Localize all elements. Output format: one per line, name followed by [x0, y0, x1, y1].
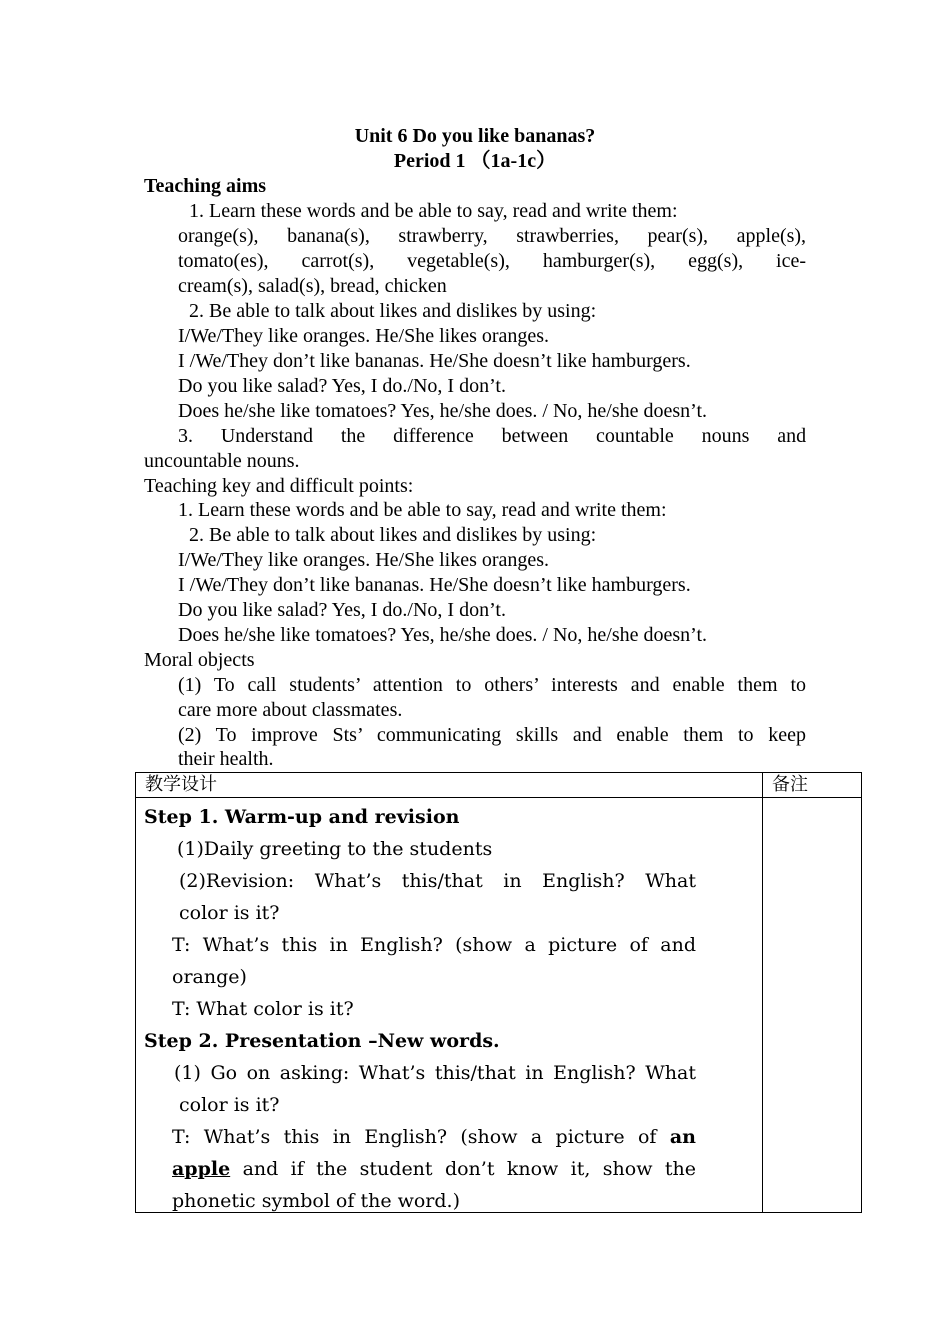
- word: in: [332, 1126, 352, 1148]
- word: and: [777, 425, 807, 447]
- word: pear(s),: [647, 225, 709, 247]
- word: of: [629, 934, 648, 956]
- aims-item-3-line-2: uncountable nouns.: [144, 450, 300, 472]
- key-sentence-2: I /We/They don’t like bananas. He/She doesn’t like hamburgers.: [178, 574, 691, 596]
- word: egg(s),: [688, 250, 744, 272]
- word: don’t: [444, 1158, 495, 1180]
- word: banana(s),: [287, 225, 370, 247]
- word: the: [340, 425, 366, 447]
- word: it,: [570, 1158, 591, 1180]
- key-item-2: 2. Be able to talk about likes and dislikes by using:: [189, 524, 597, 546]
- word: tomato(es),: [178, 250, 269, 272]
- word: English?: [360, 934, 443, 956]
- emphasis-apple: apple: [172, 1158, 231, 1180]
- word: and: [660, 934, 696, 956]
- moral-objective-2-line-2: their health.: [178, 748, 274, 770]
- word: show: [602, 1158, 653, 1180]
- word: this: [283, 1126, 320, 1148]
- word: (2)Revision:: [179, 870, 295, 892]
- step-2-item-b-line-3: phonetic symbol of the word.): [172, 1190, 460, 1212]
- aims-sentence-2: I /We/They don’t like bananas. He/She doesn’t like hamburgers.: [178, 350, 691, 372]
- word: nouns: [701, 425, 750, 447]
- column-header-notes: 备注: [763, 773, 862, 798]
- word: Understand: [220, 425, 314, 447]
- word: orange(s),: [178, 225, 259, 247]
- word: (show: [460, 1126, 518, 1148]
- aims-sentence-3: Do you like salad? Yes, I do./No, I don’t.: [178, 375, 506, 397]
- word: student: [359, 1158, 433, 1180]
- emphasis-an: an: [669, 1126, 696, 1148]
- step-2-title: Step 2. Presentation –New words.: [144, 1030, 500, 1052]
- teaching-aims-heading: Teaching aims: [144, 175, 267, 197]
- word: picture: [548, 934, 618, 956]
- design-cell: [136, 798, 763, 1213]
- notes-cell: [763, 798, 862, 1213]
- step-2-item-b-line-2: [172, 1153, 696, 1185]
- word: this/that: [401, 870, 483, 892]
- step-2-item-b-line-1: [172, 1121, 696, 1153]
- word: know: [506, 1158, 559, 1180]
- word: strawberry,: [398, 225, 488, 247]
- aims-words-line-2: [178, 249, 806, 274]
- word: English?: [364, 1126, 448, 1148]
- word: ice-: [776, 250, 807, 272]
- lesson-plan-table: [135, 772, 862, 1213]
- key-sentence-1: I/We/They like oranges. He/She likes oranges.: [178, 549, 550, 571]
- unit-title: Unit 6 Do you like bananas?: [354, 125, 596, 147]
- key-sentence-4: Does he/she like tomatoes? Yes, he/she does. / No, he/she doesn’t.: [178, 624, 707, 646]
- word: between: [501, 425, 569, 447]
- word: What’s: [202, 934, 270, 956]
- step-2-item-a-line-2: color is it?: [179, 1094, 280, 1116]
- moral-heading: Moral objects: [144, 649, 255, 671]
- moral-objective-1-line-1: (1) To call students’ attention to others’ interests and enable them to: [178, 674, 806, 696]
- step-2-item-a-line-1: (1) Go on asking: What’s this/that in English? What: [174, 1062, 696, 1084]
- word: What: [645, 870, 696, 892]
- key-points-heading: Teaching key and difficult points:: [144, 475, 414, 497]
- word: vegetable(s),: [407, 250, 510, 272]
- moral-objective-2-line-1: (2) To improve Sts’ communicating skills and enable them to keep: [178, 724, 806, 746]
- word: (show: [455, 934, 513, 956]
- step-1-item-d: T: What color is it?: [172, 998, 354, 1020]
- word: What’s: [203, 1126, 271, 1148]
- word: hamburger(s),: [542, 250, 656, 272]
- word: strawberries,: [516, 225, 619, 247]
- word: a: [530, 1126, 543, 1148]
- word: in: [329, 934, 348, 956]
- aims-item-3-line-1: [178, 424, 806, 449]
- word: if: [290, 1158, 304, 1180]
- word: the: [316, 1158, 348, 1180]
- word: apple(s),: [736, 225, 807, 247]
- moral-objective-1-line-2: care more about classmates.: [178, 699, 403, 721]
- word: countable: [596, 425, 674, 447]
- key-sentence-3: Do you like salad? Yes, I do./No, I don’t.: [178, 599, 506, 621]
- step-1-item-b-line-1: [179, 865, 696, 897]
- word: a: [524, 934, 536, 956]
- word: difference: [393, 425, 474, 447]
- word: this: [281, 934, 318, 956]
- aims-words-line-3: cream(s), salad(s), bread, chicken: [178, 275, 447, 297]
- word: picture: [555, 1126, 625, 1148]
- word: T:: [172, 1126, 191, 1148]
- word: carrot(s),: [301, 250, 375, 272]
- step-1-item-c-line-2: orange): [172, 966, 247, 988]
- word: English?: [542, 870, 625, 892]
- word: T:: [172, 934, 191, 956]
- word: What’s: [314, 870, 382, 892]
- word: of: [637, 1126, 657, 1148]
- word: in: [503, 870, 522, 892]
- aims-words-line-1: [178, 224, 806, 249]
- step-1-item-c-line-1: [172, 929, 696, 961]
- word: the: [664, 1158, 696, 1180]
- aims-sentence-4: Does he/she like tomatoes? Yes, he/she does. / No, he/she doesn’t.: [178, 400, 707, 422]
- step-1-item-a: (1)Daily greeting to the students: [177, 838, 493, 860]
- period-title: Period 1 （1a-1c）: [393, 150, 557, 172]
- aims-sentence-1: I/We/They like oranges. He/She likes oranges.: [178, 325, 550, 347]
- key-item-1: 1. Learn these words and be able to say, read and write them:: [178, 499, 667, 521]
- aims-item-1: 1. Learn these words and be able to say, read and write them:: [189, 200, 678, 222]
- word: and: [242, 1158, 279, 1180]
- word: 3.: [178, 425, 193, 447]
- step-1-title: Step 1. Warm-up and revision: [144, 806, 460, 828]
- step-1-item-b-line-2: color is it?: [179, 902, 280, 924]
- aims-item-2: 2. Be able to talk about likes and dislikes by using:: [189, 300, 597, 322]
- column-header-design: 教学设计: [136, 773, 763, 798]
